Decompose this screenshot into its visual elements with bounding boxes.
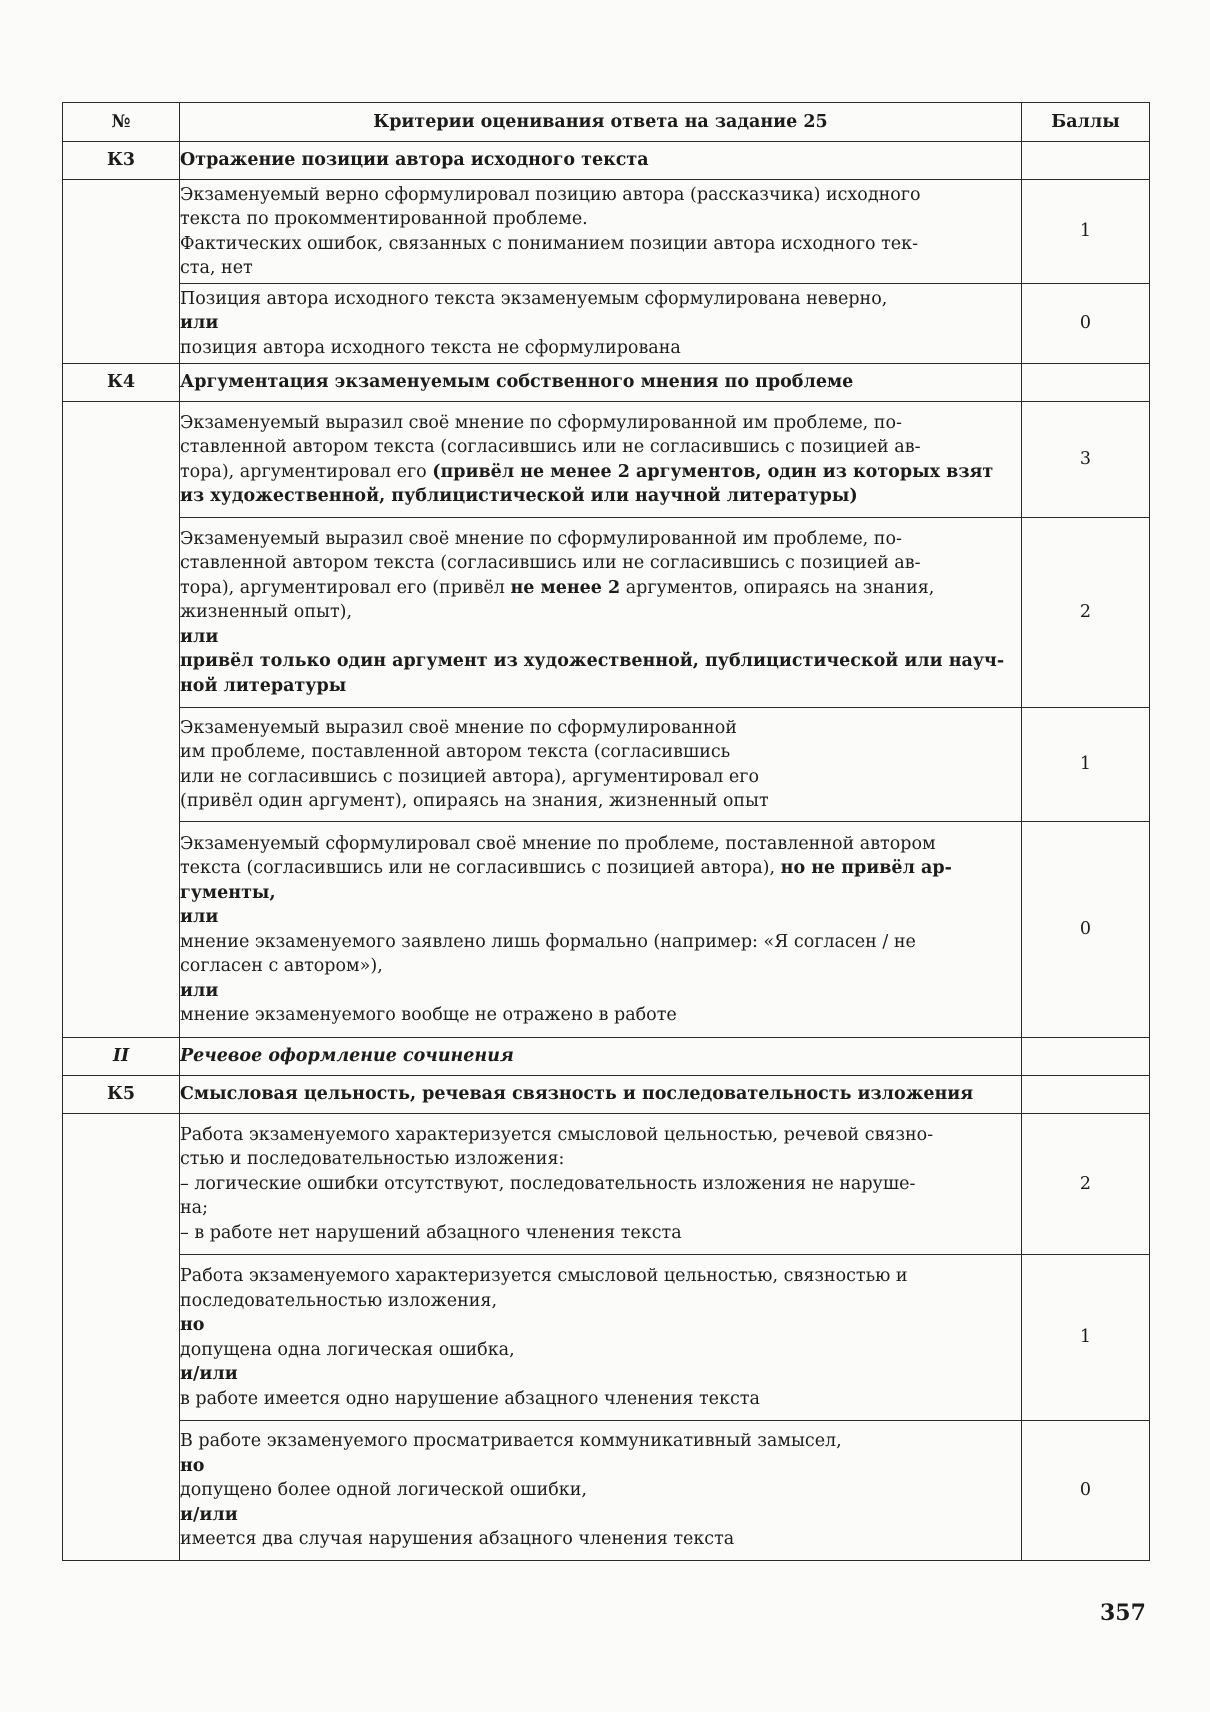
k3-number: К3	[63, 142, 180, 180]
criterion-text: Работа экзаменуемого характеризуется смысловой цельностью, связностью и последовательностью изложения, но допущена одна логическая ошибка, и/или в работе имеется одно нарушение абзацного членения текста	[180, 1255, 1022, 1421]
section-title: Речевое оформление сочинения	[180, 1038, 1022, 1076]
points-value: 0	[1022, 1421, 1150, 1561]
k4-title: Аргументация экзаменуемым собственного мнения по проблеме	[180, 364, 1022, 402]
criterion-text: Позиция автора исходного текста экзаменуемым сформулирована неверно, или позиция автора исходного текста не сформулирована	[180, 284, 1022, 364]
points-value: 2	[1022, 1114, 1150, 1255]
page-number: 357	[1100, 1600, 1146, 1626]
k4-title-row	[63, 364, 1150, 402]
criterion-text: Экзаменуемый сформулировал своё мнение по проблеме, поставленной автором текста (согласившись или не согласившись с позицией автора), но не привёл ар- гументы, или мнение экзаменуемого заявлено лишь формально (например: «Я согласен / не согласен с автором»), или мнение экзаменуемого вообще не отражено в работе	[180, 822, 1022, 1038]
k5-number: К5	[63, 1076, 180, 1114]
section-number: II	[63, 1038, 180, 1076]
table-row	[63, 822, 1150, 1038]
criterion-text: Экзаменуемый выразил своё мнение по сформулированной им проблеме, по- ставленной автором текста (согласившись или не согласившись с позицией ав- тора), аргументировал его (привёл не менее 2 аргументов, один из которых взят из художественной, публицистической или научной литературы)	[180, 402, 1022, 518]
table-row	[63, 1114, 1150, 1255]
table-row	[63, 518, 1150, 708]
k5-title-row	[63, 1076, 1150, 1114]
header-criteria: Критерии оценивания ответа на задание 25	[180, 103, 1022, 142]
table-row	[63, 284, 1150, 364]
table-row	[63, 402, 1150, 518]
points-value: 0	[1022, 284, 1150, 364]
k4-number: К4	[63, 364, 180, 402]
criterion-text: В работе экзаменуемого просматривается коммуникативный замысел, но допущено более одной логической ошибки, и/или имеется два случая нарушения абзацного членения текста	[180, 1421, 1022, 1561]
criteria-table	[62, 102, 1150, 1561]
criterion-text: Работа экзаменуемого характеризуется смысловой цельностью, речевой связно- стью и последовательностью изложения: – логические ошибки отсутствуют, последовательность изложения не наруше- на; – в работе нет нарушений абзацного членения текста	[180, 1114, 1022, 1255]
points-value: 1	[1022, 180, 1150, 284]
table-row	[63, 1421, 1150, 1561]
section-title-row	[63, 1038, 1150, 1076]
points-value: 0	[1022, 822, 1150, 1038]
k5-title: Смысловая цельность, речевая связность и последовательность изложения	[180, 1076, 1022, 1114]
header-row	[63, 103, 1150, 142]
points-value: 1	[1022, 708, 1150, 822]
k3-title-row	[63, 142, 1150, 180]
table-row	[63, 708, 1150, 822]
table-row	[63, 1255, 1150, 1421]
points-value: 3	[1022, 402, 1150, 518]
points-value: 1	[1022, 1255, 1150, 1421]
criterion-text: Экзаменуемый верно сформулировал позицию автора (рассказчика) исходного текста по прокомментированной проблеме. Фактических ошибок, связанных с пониманием позиции автора исходного тек- ста, нет	[180, 180, 1022, 284]
points-value: 2	[1022, 518, 1150, 708]
criterion-text: Экзаменуемый выразил своё мнение по сформулированной им проблеме, поставленной автором текста (согласившись или не согласившись с позицией автора), аргументировал его (привёл один аргумент), опираясь на знания, жизненный опыт	[180, 708, 1022, 822]
header-num: №	[63, 103, 180, 142]
criterion-text: Экзаменуемый выразил своё мнение по сформулированной им проблеме, по- ставленной автором текста (согласившись или не согласившись с позицией ав- тора), аргументировал его (привёл не менее 2 аргументов, опираясь на знания, жизненный опыт), или привёл только один аргумент из художественной, публицистической или науч- ной литературы	[180, 518, 1022, 708]
table-row	[63, 180, 1150, 284]
header-points: Баллы	[1022, 103, 1150, 142]
k3-title: Отражение позиции автора исходного текста	[180, 142, 1022, 180]
